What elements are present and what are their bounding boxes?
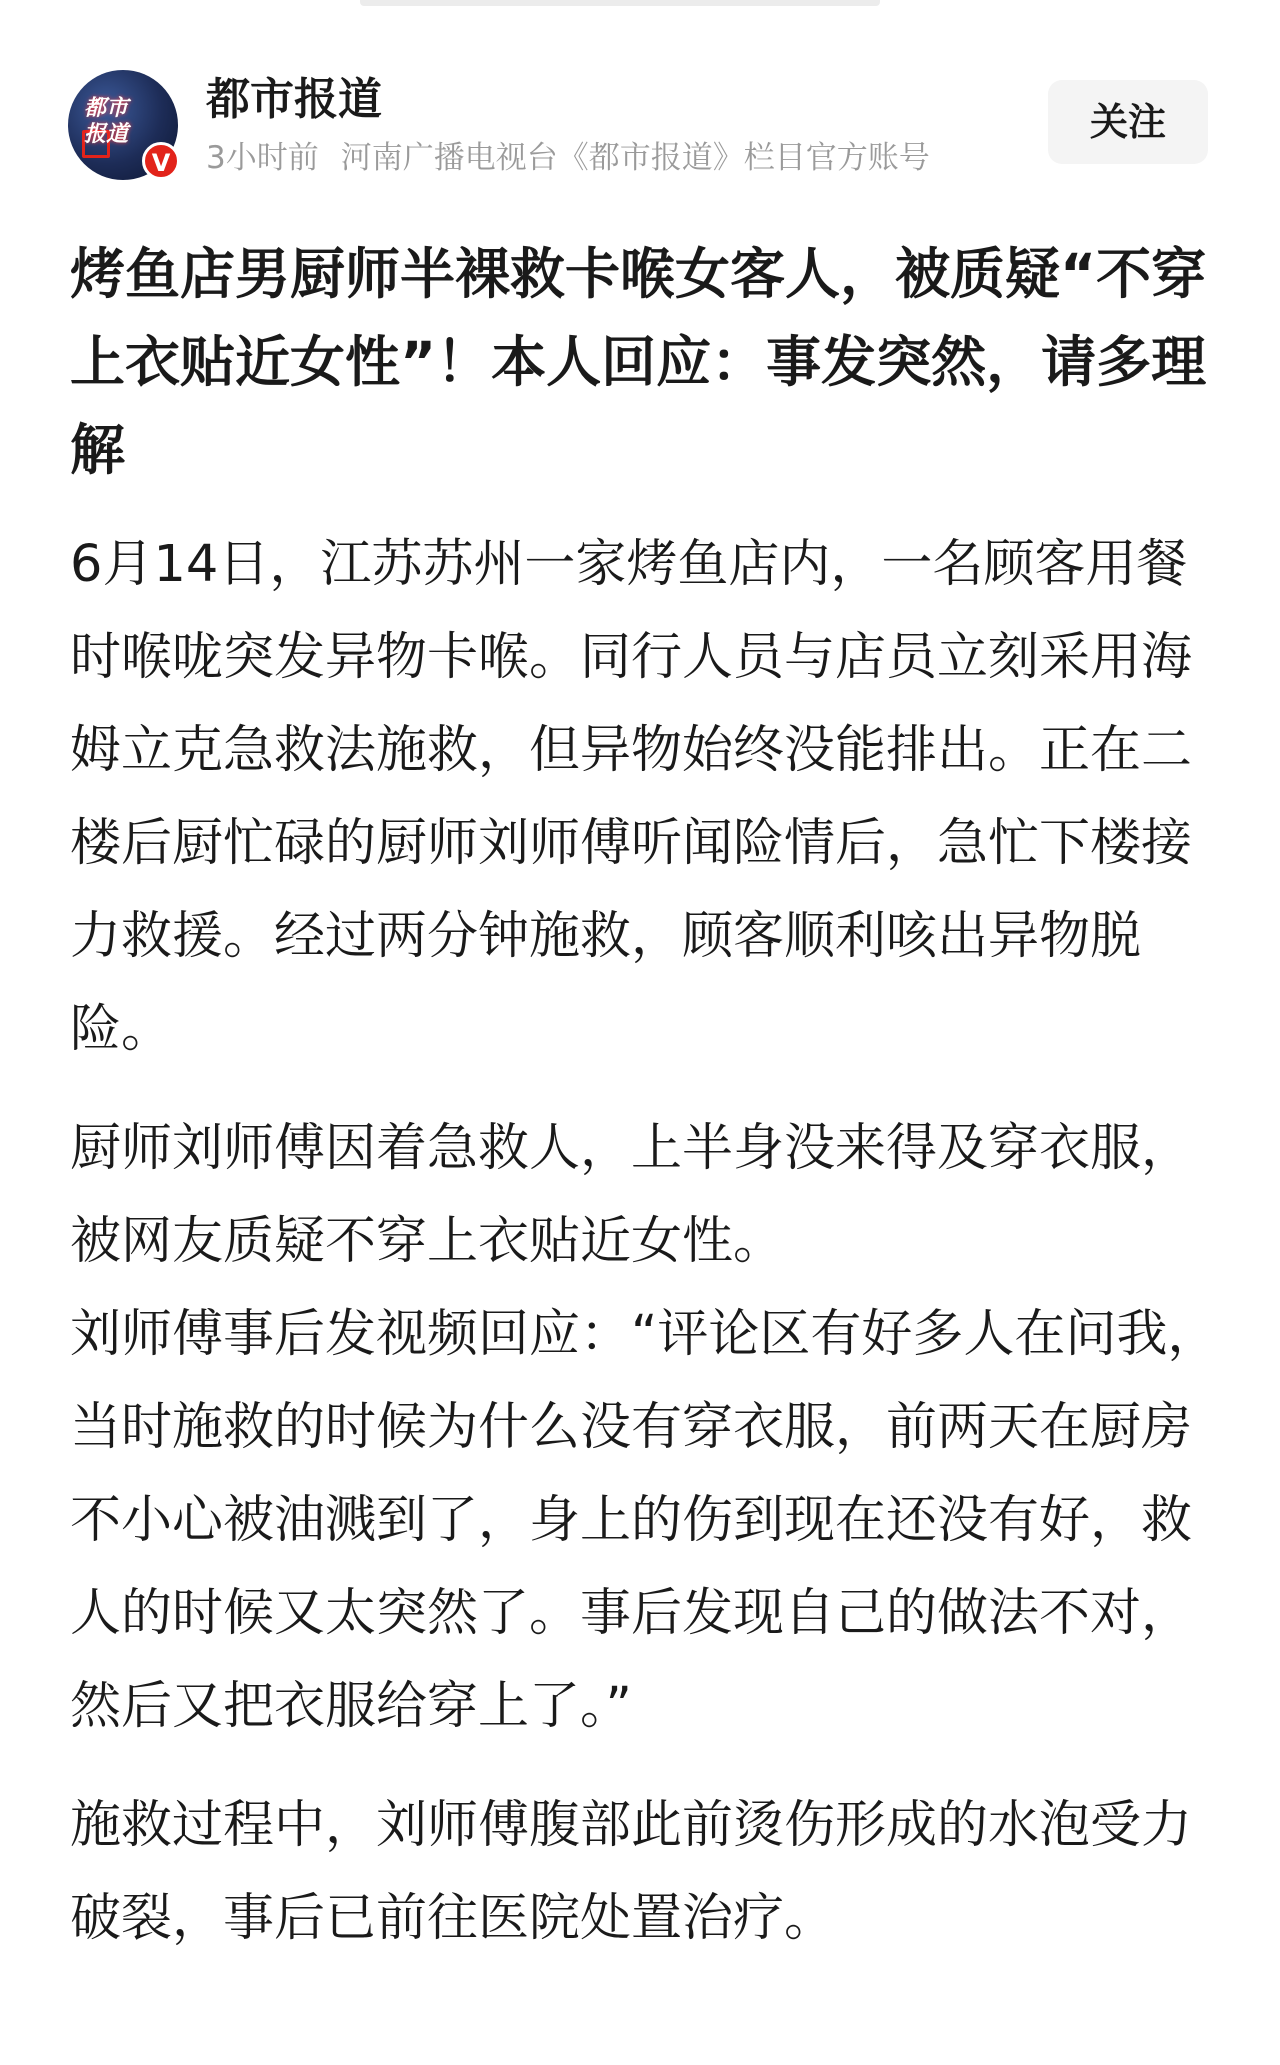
article-paragraph-1: 6月14日，江苏苏州一家烤鱼店内，一名顾客用餐时喉咙突发异物卡喉。同行人员与店员立刻采用海姆立克急救法施救，但异物始终没能排出。正在二楼后厨忙碌的厨师刘师傅听闻险情后，急忙下楼接力救援。经过两分钟施救，顾客顺利咳出异物脱险。 <box>70 535 1193 1059</box>
article-title: 烤鱼店男厨师半裸救卡喉女客人，被质疑“不穿上衣贴近女性”！本人回应：事发突然，请多理解 <box>70 242 1207 482</box>
article-paragraph-2: 厨师刘师傅因着急救人，上半身没来得及穿衣服，被网友质疑不穿上衣贴近女性。 <box>70 1119 1193 1271</box>
author-header <box>68 70 1218 185</box>
article-paragraph-3: 刘师傅事后发视频回应：“评论区有好多人在问我，当时施救的时候为什么没有穿衣服，前两天在厨房不小心被油溅到了，身上的伤到现在还没有好，救人的时候又太突然了。事后发现自己的做法不对，然后又把衣服给穿上了。” <box>70 1305 1219 1736</box>
author-meta <box>206 138 930 178</box>
account-description: 河南广播电视台《都市报道》栏目官方账号 <box>340 140 930 176</box>
top-divider <box>360 0 880 6</box>
article-paragraph-4: 施救过程中，刘师傅腹部此前烫伤形成的水泡受力破裂，事后已前往医院处置治疗。 <box>70 1796 1193 1948</box>
account-name[interactable]: 都市报道 <box>206 74 382 125</box>
verified-icon: V <box>142 142 180 180</box>
article-body <box>70 230 1220 1965</box>
follow-button[interactable]: 关注 <box>1048 80 1208 164</box>
avatar-logo-text: 都市 报道 <box>84 96 129 147</box>
publish-time: 3小时前 <box>206 140 319 176</box>
